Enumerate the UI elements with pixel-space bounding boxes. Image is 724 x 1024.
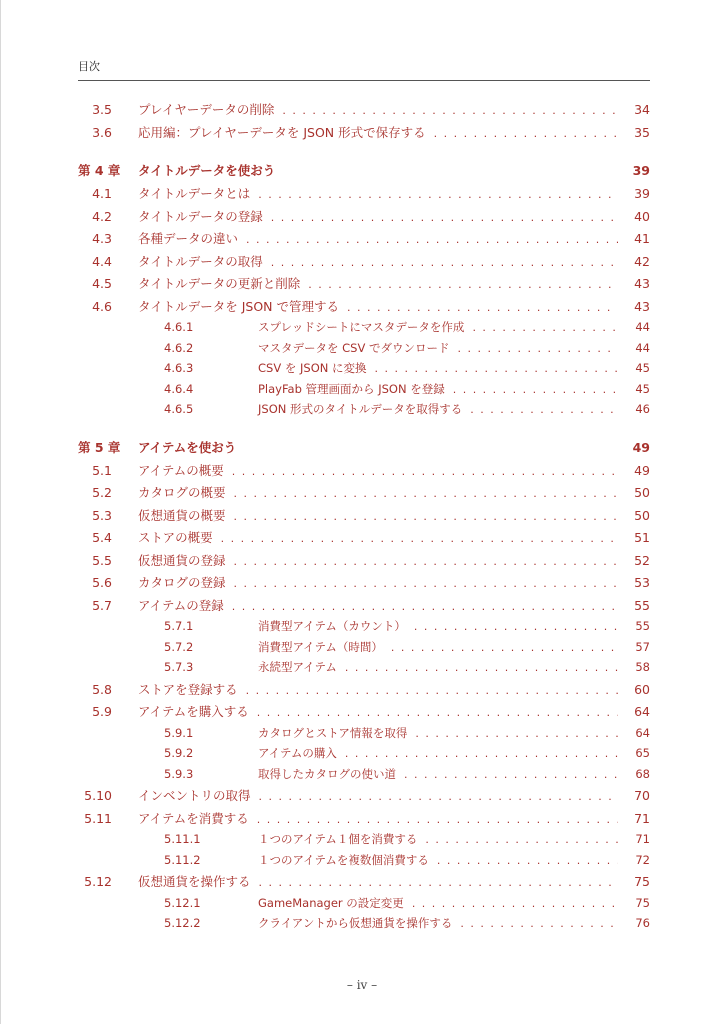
running-header xyxy=(78,58,650,81)
toc-entry-page: 75 xyxy=(635,895,650,910)
dot-leader xyxy=(345,747,618,760)
toc-section-entry[interactable] xyxy=(78,274,650,297)
toc-entry-number: 5.12 xyxy=(84,874,112,889)
toc-entry-number: 5.7.1 xyxy=(164,619,194,633)
toc-entry-page: 76 xyxy=(635,916,650,930)
dot-leader xyxy=(308,278,618,291)
toc-entry-title: マスタデータを CSV でダウンロード xyxy=(258,340,450,355)
toc-entry-number: 4.4 xyxy=(92,253,112,269)
toc-entry-page: 43 xyxy=(634,276,650,291)
toc-entry-number: 5.12.2 xyxy=(164,916,201,930)
toc-entry-page: 51 xyxy=(634,530,650,545)
toc-entry-number: 第 4 章 xyxy=(78,163,121,178)
toc-entry-page: 64 xyxy=(634,704,650,719)
dot-leader xyxy=(221,532,618,545)
dot-leader xyxy=(282,104,618,117)
toc-entry-title: １つのアイテムを複数個消費する xyxy=(258,852,429,867)
toc-entry-number: 5.7.3 xyxy=(164,660,194,674)
toc-entry-number: 4.3 xyxy=(92,231,112,246)
toc-entry-number: 5.9.3 xyxy=(164,766,194,781)
toc-entry-title: 応用編：プレイヤーデータを JSON 形式で保存する xyxy=(138,124,426,140)
toc-entry-page: 58 xyxy=(635,660,650,674)
toc-entry-page: 64 xyxy=(635,725,650,740)
toc-entry-title: JSON 形式のタイトルデータを取得する xyxy=(258,402,463,416)
toc-entry-number: 第 5 章 xyxy=(78,439,121,455)
toc-entry-title: アイテムを使おう xyxy=(138,439,237,455)
toc-entry-number: 4.1 xyxy=(92,186,112,201)
toc-section-entry[interactable] xyxy=(78,680,650,703)
toc-entry-number: 4.6.5 xyxy=(164,402,194,416)
toc-entry-number: 5.12.1 xyxy=(164,895,201,910)
toc-entry-page: 57 xyxy=(635,639,650,654)
toc-entry-title: 消費型アイテム（時間） xyxy=(258,639,383,654)
toc-entry-number: 5.11.2 xyxy=(164,852,201,867)
toc-entry-number: 5.11.1 xyxy=(164,832,201,846)
toc-entry-title: ストアの概要 xyxy=(138,530,213,545)
toc-entry-number: 4.2 xyxy=(92,208,112,224)
toc-entry-title: タイトルデータを使おう xyxy=(138,163,276,178)
toc-entry-page: 55 xyxy=(635,619,650,633)
dot-leader xyxy=(415,727,618,740)
toc-section-entry[interactable] xyxy=(78,506,650,529)
dot-leader xyxy=(412,897,618,910)
toc-section-entry[interactable] xyxy=(78,123,650,146)
dot-leader xyxy=(232,465,618,478)
toc-entry-title: カタログの概要 xyxy=(138,485,226,500)
toc-entry-title: タイトルデータの更新と削除 xyxy=(138,276,301,291)
page-number: – iv – xyxy=(346,978,378,992)
dot-leader xyxy=(271,256,618,269)
dot-leader xyxy=(425,833,618,846)
dot-leader xyxy=(257,813,618,826)
toc-entry-title: 仮想通貨の登録 xyxy=(138,552,226,568)
toc-entry-number: 5.7.2 xyxy=(164,639,194,654)
toc-entry-page: 42 xyxy=(634,253,650,269)
toc-entry-number: 4.6.3 xyxy=(164,361,194,375)
toc-entry-page: 71 xyxy=(635,832,650,846)
toc-entry-page: 52 xyxy=(634,552,650,568)
dot-leader xyxy=(246,684,618,697)
toc-entry-page: 44 xyxy=(635,340,650,355)
toc-entry-page: 39 xyxy=(634,186,650,201)
toc-entry-page: 50 xyxy=(634,485,650,500)
dot-leader xyxy=(347,301,618,314)
toc-entry-title: プレイヤーデータの削除 xyxy=(138,102,275,117)
toc-entry-number: 5.9 xyxy=(92,704,112,719)
toc-entry-title: 永続型アイテム xyxy=(258,660,337,674)
dot-leader xyxy=(234,487,618,500)
dot-leader xyxy=(375,362,618,375)
toc-entry-page: 40 xyxy=(634,208,650,224)
toc-entry-number: 5.7 xyxy=(92,597,112,613)
toc-entry-number: 5.11 xyxy=(84,810,112,826)
dot-leader xyxy=(437,854,618,867)
toc-entry-page: 53 xyxy=(634,575,650,590)
toc-entry-title: アイテムを購入する xyxy=(138,704,249,719)
toc-section-entry[interactable] xyxy=(78,809,650,832)
toc-entry-number: 4.6.4 xyxy=(164,381,194,396)
toc-section-entry[interactable] xyxy=(78,229,650,252)
toc-entry-page: 68 xyxy=(635,766,650,781)
toc-entry-title: 消費型アイテム（カウント） xyxy=(258,619,406,633)
toc-entry-page: 43 xyxy=(634,298,650,314)
toc-entry-page: 49 xyxy=(632,439,650,455)
dot-leader xyxy=(257,706,618,719)
toc-section-entry[interactable] xyxy=(78,872,650,895)
toc-entry-title: カタログの登録 xyxy=(138,575,226,590)
toc-entry-page: 65 xyxy=(635,746,650,760)
toc-subsection-entry[interactable] xyxy=(78,401,650,422)
toc-chapter-entry[interactable] xyxy=(78,438,650,461)
dot-leader xyxy=(391,641,618,654)
toc-entry-page: 34 xyxy=(634,102,650,117)
toc-subsection-entry[interactable] xyxy=(78,766,650,787)
toc-entry-title: カタログとストア情報を取得 xyxy=(258,725,408,740)
dot-leader xyxy=(453,383,618,396)
toc-entry-page: 75 xyxy=(634,874,650,889)
dot-leader xyxy=(234,510,618,523)
toc-entry-page: 49 xyxy=(634,462,650,478)
toc-entry-number: 4.6.1 xyxy=(164,320,194,334)
toc-entry-number: 4.5 xyxy=(92,276,112,291)
toc-entry-title: アイテムの概要 xyxy=(138,462,224,478)
toc-entry-page: 60 xyxy=(634,681,650,697)
toc-chapter-entry[interactable] xyxy=(78,161,650,184)
toc-entry-title: 仮想通貨の概要 xyxy=(138,507,226,523)
toc-subsection-entry[interactable] xyxy=(78,659,650,680)
toc-subsection-entry[interactable] xyxy=(78,618,650,639)
toc-entry-page: 46 xyxy=(635,402,650,416)
dot-leader xyxy=(470,403,618,416)
toc-entry-page: 44 xyxy=(635,320,650,334)
toc-section-entry[interactable] xyxy=(78,528,650,551)
toc-entry-page: 35 xyxy=(634,124,650,140)
toc-entry-title: CSV を JSON に変換 xyxy=(258,361,367,375)
toc-entry-title: タイトルデータとは xyxy=(138,186,251,201)
toc-section-entry[interactable] xyxy=(78,551,650,574)
toc-entry-title: タイトルデータの取得 xyxy=(138,253,263,269)
dot-leader xyxy=(271,211,618,224)
toc-subsection-entry[interactable] xyxy=(78,381,650,402)
toc-entry-title: アイテムの登録 xyxy=(138,597,224,613)
toc-entry-title: クライアントから仮想通貨を操作する xyxy=(258,916,453,930)
toc-entry-number: 5.2 xyxy=(92,485,112,500)
toc-entry-title: ストアを登録する xyxy=(138,681,238,697)
toc-entry-page: 45 xyxy=(635,381,650,396)
toc-entry-title: 各種データの違い xyxy=(138,231,239,246)
toc-section-entry[interactable] xyxy=(78,702,650,725)
toc-entry-page: 39 xyxy=(632,163,650,178)
toc-entry-page: 55 xyxy=(634,597,650,613)
dot-leader xyxy=(472,321,618,334)
toc-subsection-entry[interactable] xyxy=(78,852,650,873)
toc-entry-page: 71 xyxy=(634,810,650,826)
toc-section-entry[interactable] xyxy=(78,786,650,809)
toc-entry-number: 4.6.2 xyxy=(164,340,194,355)
toc-subsection-entry[interactable] xyxy=(78,319,650,340)
toc-entry-number: 5.3 xyxy=(92,507,112,523)
toc-section-entry[interactable] xyxy=(78,573,650,596)
toc-subsection-entry[interactable] xyxy=(78,831,650,852)
toc-section-entry[interactable] xyxy=(78,596,650,619)
dot-leader xyxy=(345,661,618,674)
toc-section-entry[interactable] xyxy=(78,483,650,506)
toc-entry-number: 4.6 xyxy=(92,298,112,314)
toc-subsection-entry[interactable] xyxy=(78,895,650,916)
dot-leader xyxy=(460,917,618,930)
toc-entry-page: 70 xyxy=(634,788,650,803)
toc-entry-number: 5.8 xyxy=(92,681,112,697)
toc-entry-title: スプレッドシートにマスタデータを作成 xyxy=(258,320,465,334)
toc-entry-title: １つのアイテム１個を消費する xyxy=(258,832,418,846)
toc-subsection-entry[interactable] xyxy=(78,725,650,746)
toc-subsection-entry[interactable] xyxy=(78,915,650,936)
header-title: 目次 xyxy=(78,60,100,73)
toc-entry-title: GameManager の設定変更 xyxy=(258,895,404,910)
toc-entry-number: 5.6 xyxy=(92,575,112,590)
toc-section-entry[interactable] xyxy=(78,100,650,123)
toc-section-entry[interactable] xyxy=(78,461,650,484)
toc-entry-title: インベントリの取得 xyxy=(138,788,251,803)
dot-leader xyxy=(458,342,618,355)
toc-entry-title: 仮想通貨を操作する xyxy=(138,874,251,889)
toc-entry-title: アイテムを消費する xyxy=(138,810,249,826)
toc-entry-number: 3.6 xyxy=(92,124,112,140)
toc-entry-page: 72 xyxy=(635,852,650,867)
toc-entry-number: 5.9.2 xyxy=(164,746,194,760)
toc-entry-number: 5.5 xyxy=(92,552,112,568)
toc-entry-page: 45 xyxy=(635,361,650,375)
toc-section-entry[interactable] xyxy=(78,184,650,207)
toc-subsection-entry[interactable] xyxy=(78,639,650,660)
dot-leader xyxy=(259,876,618,889)
dot-leader xyxy=(414,620,618,633)
dot-leader xyxy=(246,233,618,246)
toc-entry-title: アイテムの購入 xyxy=(258,746,337,760)
toc-subsection-entry[interactable] xyxy=(78,745,650,766)
toc-entry-page: 50 xyxy=(634,507,650,523)
toc-subsection-entry[interactable] xyxy=(78,340,650,361)
toc-section-entry[interactable] xyxy=(78,297,650,320)
toc-entry-number: 5.10 xyxy=(84,788,112,803)
toc-entry-title: PlayFab 管理画面から JSON を登録 xyxy=(258,381,445,396)
dot-leader xyxy=(232,600,618,613)
toc-section-entry[interactable] xyxy=(78,252,650,275)
dot-leader xyxy=(404,768,618,781)
toc-subsection-entry[interactable] xyxy=(78,360,650,381)
table-of-contents xyxy=(78,100,650,936)
toc-entry-title: タイトルデータを JSON で管理する xyxy=(138,298,340,314)
dot-leader xyxy=(258,188,618,201)
toc-section-entry[interactable] xyxy=(78,207,650,230)
dot-leader xyxy=(259,790,618,803)
toc-entry-number: 5.4 xyxy=(92,530,112,545)
toc-entry-number: 5.9.1 xyxy=(164,725,194,740)
toc-entry-page: 41 xyxy=(634,231,650,246)
toc-entry-number: 3.5 xyxy=(92,102,112,117)
toc-entry-number: 5.1 xyxy=(92,462,112,478)
toc-entry-title: タイトルデータの登録 xyxy=(138,208,263,224)
dot-leader xyxy=(234,577,618,590)
dot-leader xyxy=(434,127,618,140)
toc-entry-title: 取得したカタログの使い道 xyxy=(258,766,396,781)
dot-leader xyxy=(234,555,618,568)
